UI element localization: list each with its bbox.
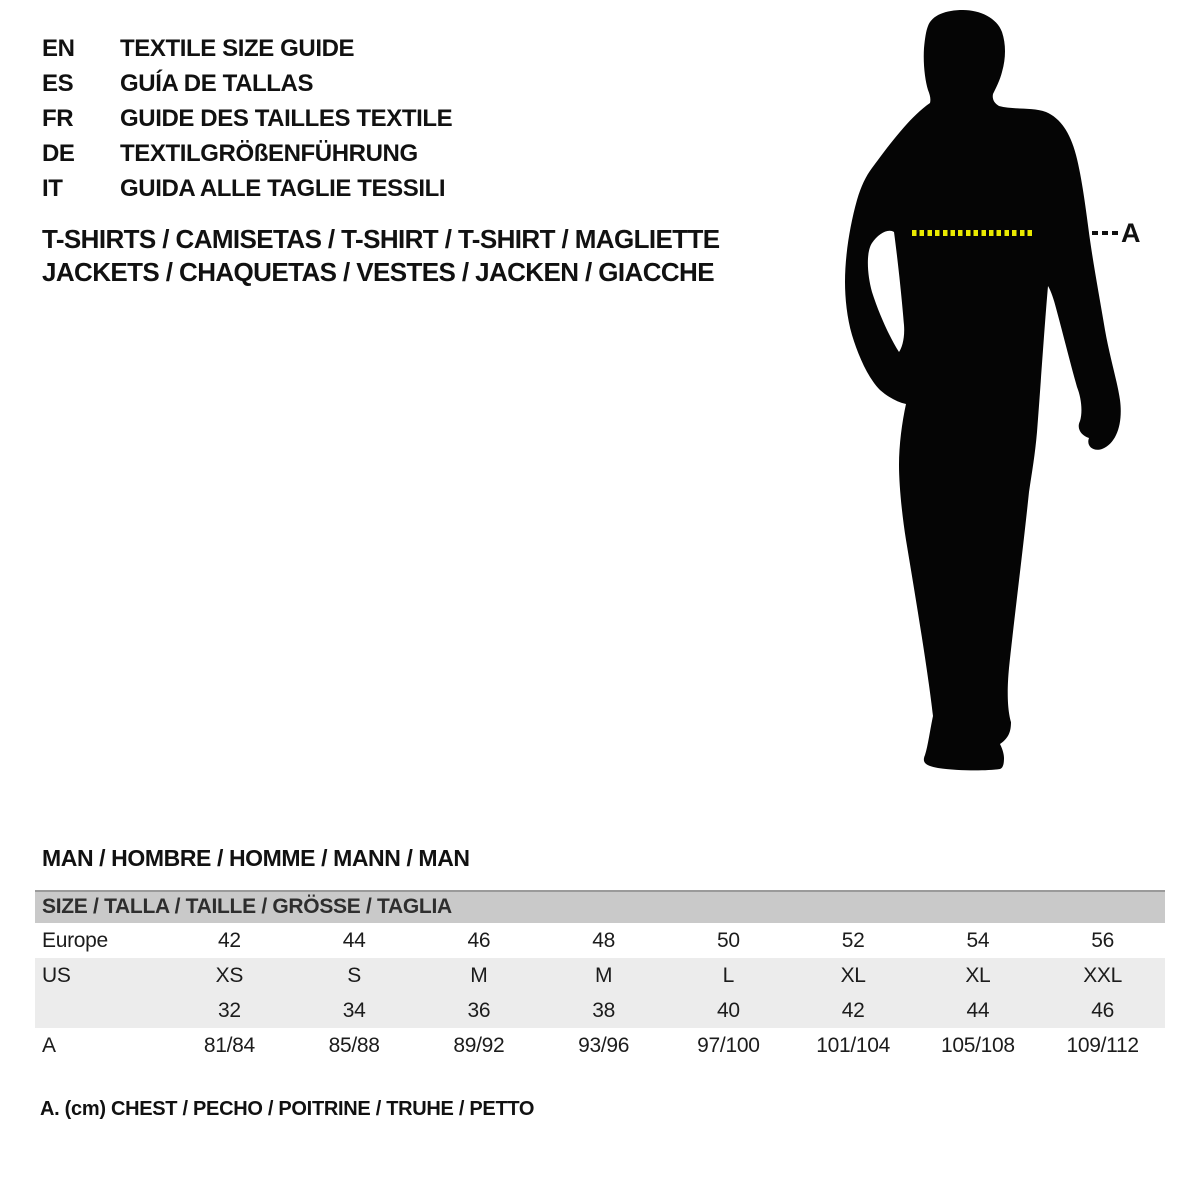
table-cell: XL xyxy=(840,963,866,987)
language-title: TEXTILE SIZE GUIDE xyxy=(120,34,355,62)
row-label: US xyxy=(42,963,71,987)
product-line-jackets: JACKETS / CHAQUETAS / VESTES / JACKEN / GIACCHE xyxy=(42,257,714,287)
table-cell: 93/96 xyxy=(578,1033,630,1057)
row-label: A xyxy=(42,1033,56,1057)
table-cell: 101/104 xyxy=(816,1033,891,1057)
language-code: IT xyxy=(42,174,63,202)
table-cell: XL xyxy=(965,963,991,987)
language-row xyxy=(42,171,452,206)
language-code: ES xyxy=(42,69,74,97)
table-cell: 89/92 xyxy=(453,1033,505,1057)
table-cell: 42 xyxy=(217,928,241,952)
table-cell: 44 xyxy=(342,928,366,952)
table-row-chest-a xyxy=(35,1028,1165,1063)
man-silhouette xyxy=(820,0,1200,800)
measure-callout-dashes xyxy=(1092,231,1119,235)
language-title: GUIDA ALLE TAGLIE TESSILI xyxy=(120,174,446,202)
table-cell: 56 xyxy=(1091,928,1114,952)
section-title-man: MAN / HOMBRE / HOMME / MANN / MAN xyxy=(42,845,470,871)
table-cell: 105/108 xyxy=(940,1033,1015,1057)
table-cell: 34 xyxy=(342,998,366,1022)
product-line-tshirts: T-SHIRTS / CAMISETAS / T-SHIRT / T-SHIRT / MAGLIETTE xyxy=(42,224,720,254)
table-cell: M xyxy=(470,963,488,987)
table-cell: 46 xyxy=(1091,998,1114,1022)
table-cell: M xyxy=(595,963,613,987)
table-cell: 42 xyxy=(841,998,865,1022)
table-cell: 52 xyxy=(841,928,865,952)
language-title: TEXTILGRÖßENFÜHRUNG xyxy=(120,139,418,167)
table-cell: S xyxy=(347,963,361,987)
language-code: DE xyxy=(42,139,75,167)
measurement-footnote: A. (cm) CHEST / PECHO / POITRINE / TRUHE / PETTO xyxy=(40,1098,535,1120)
table-cell: XS xyxy=(215,963,244,987)
row-label: Europe xyxy=(42,928,108,952)
product-categories xyxy=(42,223,720,289)
size-table xyxy=(35,890,1165,1063)
language-row xyxy=(42,101,452,136)
table-cell: 44 xyxy=(966,998,990,1022)
table-row-numeric xyxy=(35,993,1165,1028)
table-cell: 48 xyxy=(592,928,615,952)
table-cell: 40 xyxy=(716,998,740,1022)
table-cell: 50 xyxy=(716,928,740,952)
table-cell: 97/100 xyxy=(697,1033,760,1057)
table-cell: 109/112 xyxy=(1066,1033,1139,1057)
measure-label-a: A xyxy=(1121,218,1141,248)
table-cell: XXL xyxy=(1083,963,1123,987)
chest-measure-dotted-line xyxy=(912,230,1032,236)
table-row-us xyxy=(35,958,1165,993)
language-row xyxy=(42,31,452,66)
table-cell: 46 xyxy=(467,928,491,952)
table-cell: 54 xyxy=(966,928,990,952)
table-cell: 36 xyxy=(467,998,491,1022)
size-table-header: SIZE / TALLA / TAILLE / GRÖSSE / TAGLIA xyxy=(35,890,1165,923)
table-cell: L xyxy=(722,963,735,987)
language-row xyxy=(42,136,452,171)
table-cell: 85/88 xyxy=(328,1033,380,1057)
table-cell: 38 xyxy=(592,998,615,1022)
language-row xyxy=(42,66,452,101)
measurement-figure xyxy=(820,0,1200,800)
language-title: GUÍA DE TALLAS xyxy=(120,69,314,97)
table-row-europe xyxy=(35,923,1165,958)
table-cell: 81/84 xyxy=(203,1033,255,1057)
language-code: FR xyxy=(42,104,74,132)
language-code: EN xyxy=(42,34,75,62)
table-cell: 32 xyxy=(217,998,241,1022)
language-list xyxy=(42,31,452,206)
language-title: GUIDE DES TAILLES TEXTILE xyxy=(120,104,453,132)
